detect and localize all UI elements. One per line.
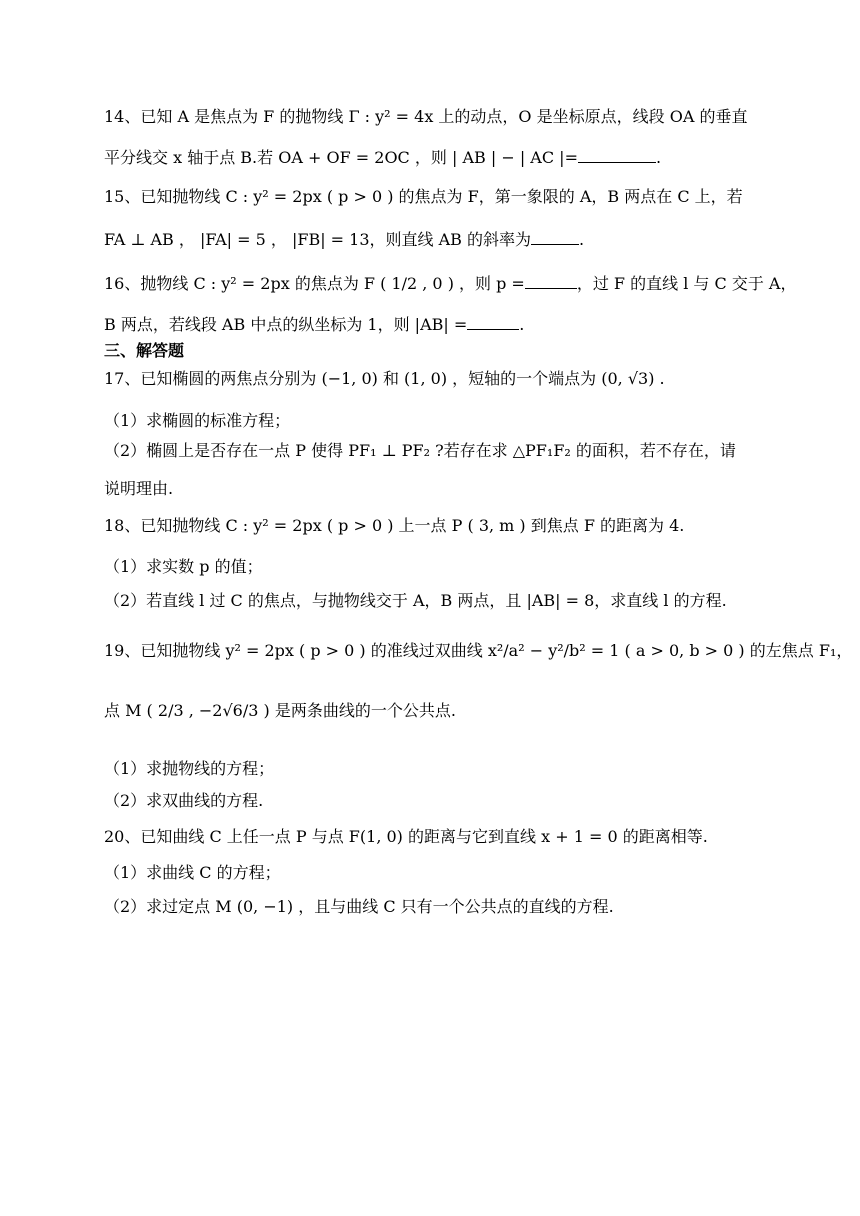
section-heading-answer-questions: 三、解答题	[104, 341, 185, 360]
question-14-line-1: 14、已知 A 是焦点为 F 的抛物线 Γ : y² = 4x 上的动点，O 是坐标原点，线段 OA 的垂直	[104, 107, 748, 126]
question-19-part-2: （2）求双曲线的方程.	[104, 791, 264, 810]
question-19-stem-line-2: 点 M ( 2/3 , −2√6/3 ) 是两条曲线的一个公共点.	[104, 701, 456, 720]
answer-blank-ab[interactable]	[467, 313, 519, 330]
question-20-part-2: （2）求过定点 M (0, −1) ，且与曲线 C 只有一个公共点的直线的方程.	[104, 897, 614, 916]
answer-blank-p[interactable]	[525, 272, 577, 289]
question-15-text: FA ⊥ AB ， |FA| = 5 ， |FB| = 13，则直线 AB 的斜率为	[104, 230, 532, 249]
question-20-part-1: （1）求曲线 C 的方程；	[104, 863, 281, 882]
answer-blank[interactable]	[578, 146, 656, 163]
question-16-text-a: 16、抛物线 C : y² = 2px 的焦点为 F ( 1/2 , 0 ) ，则 p =	[104, 274, 525, 293]
question-16-line-2	[104, 313, 754, 336]
question-19-part-1: （1）求抛物线的方程；	[104, 759, 275, 778]
question-15-period: .	[579, 230, 585, 249]
question-14-text: 平分线交 x 轴于点 B.若 OA + OF = 2OC ，则 | AB | − | AC |=	[104, 148, 578, 167]
question-14-line-2	[104, 146, 754, 169]
question-15-line-2	[104, 228, 754, 251]
question-16-period: .	[519, 315, 525, 334]
question-18-part-1: （1）求实数 p 的值；	[104, 557, 263, 576]
question-16-text-c: B 两点，若线段 AB 中点的纵坐标为 1，则 |AB| =	[104, 315, 468, 334]
answer-blank[interactable]	[531, 228, 579, 245]
question-20-stem: 20、已知曲线 C 上任一点 P 与点 F(1, 0) 的距离与它到直线 x + 1 = 0 的距离相等.	[104, 827, 708, 846]
question-17-stem: 17、已知椭圆的两焦点分别为 (−1, 0) 和 (1, 0) ，短轴的一个端点为 (0, √3) .	[104, 369, 665, 388]
question-16-text-b: ，过 F 的直线 l 与 C 交于 A，	[576, 274, 797, 293]
question-17-part-2-line-1: （2）椭圆上是否存在一点 P 使得 PF₁ ⊥ PF₂ ?若存在求 △PF₁F₂ 的面积，若不存在，请	[104, 441, 736, 460]
question-17-part-1: （1）求椭圆的标准方程；	[104, 411, 291, 430]
question-18-part-2: （2）若直线 l 过 C 的焦点，与抛物线交于 A，B 两点，且 |AB| = 8，求直线 l 的方程.	[104, 591, 727, 610]
question-16-line-1	[104, 272, 797, 295]
question-15-line-1: 15、已知抛物线 C : y² = 2px ( p > 0 ) 的焦点为 F，第一象限的 A，B 两点在 C 上，若	[104, 187, 743, 206]
question-17-part-2-line-2: 说明理由.	[104, 479, 174, 498]
question-14-period: .	[655, 148, 662, 167]
question-18-stem: 18、已知抛物线 C : y² = 2px ( p > 0 ) 上一点 P ( 3, m ) 到焦点 F 的距离为 4.	[104, 516, 685, 535]
question-19-stem-line-1: 19、已知抛物线 y² = 2px ( p > 0 ) 的准线过双曲线 x²/a² − y²/b² = 1 ( a > 0, b > 0 ) 的左焦点 F₁，	[104, 641, 853, 660]
